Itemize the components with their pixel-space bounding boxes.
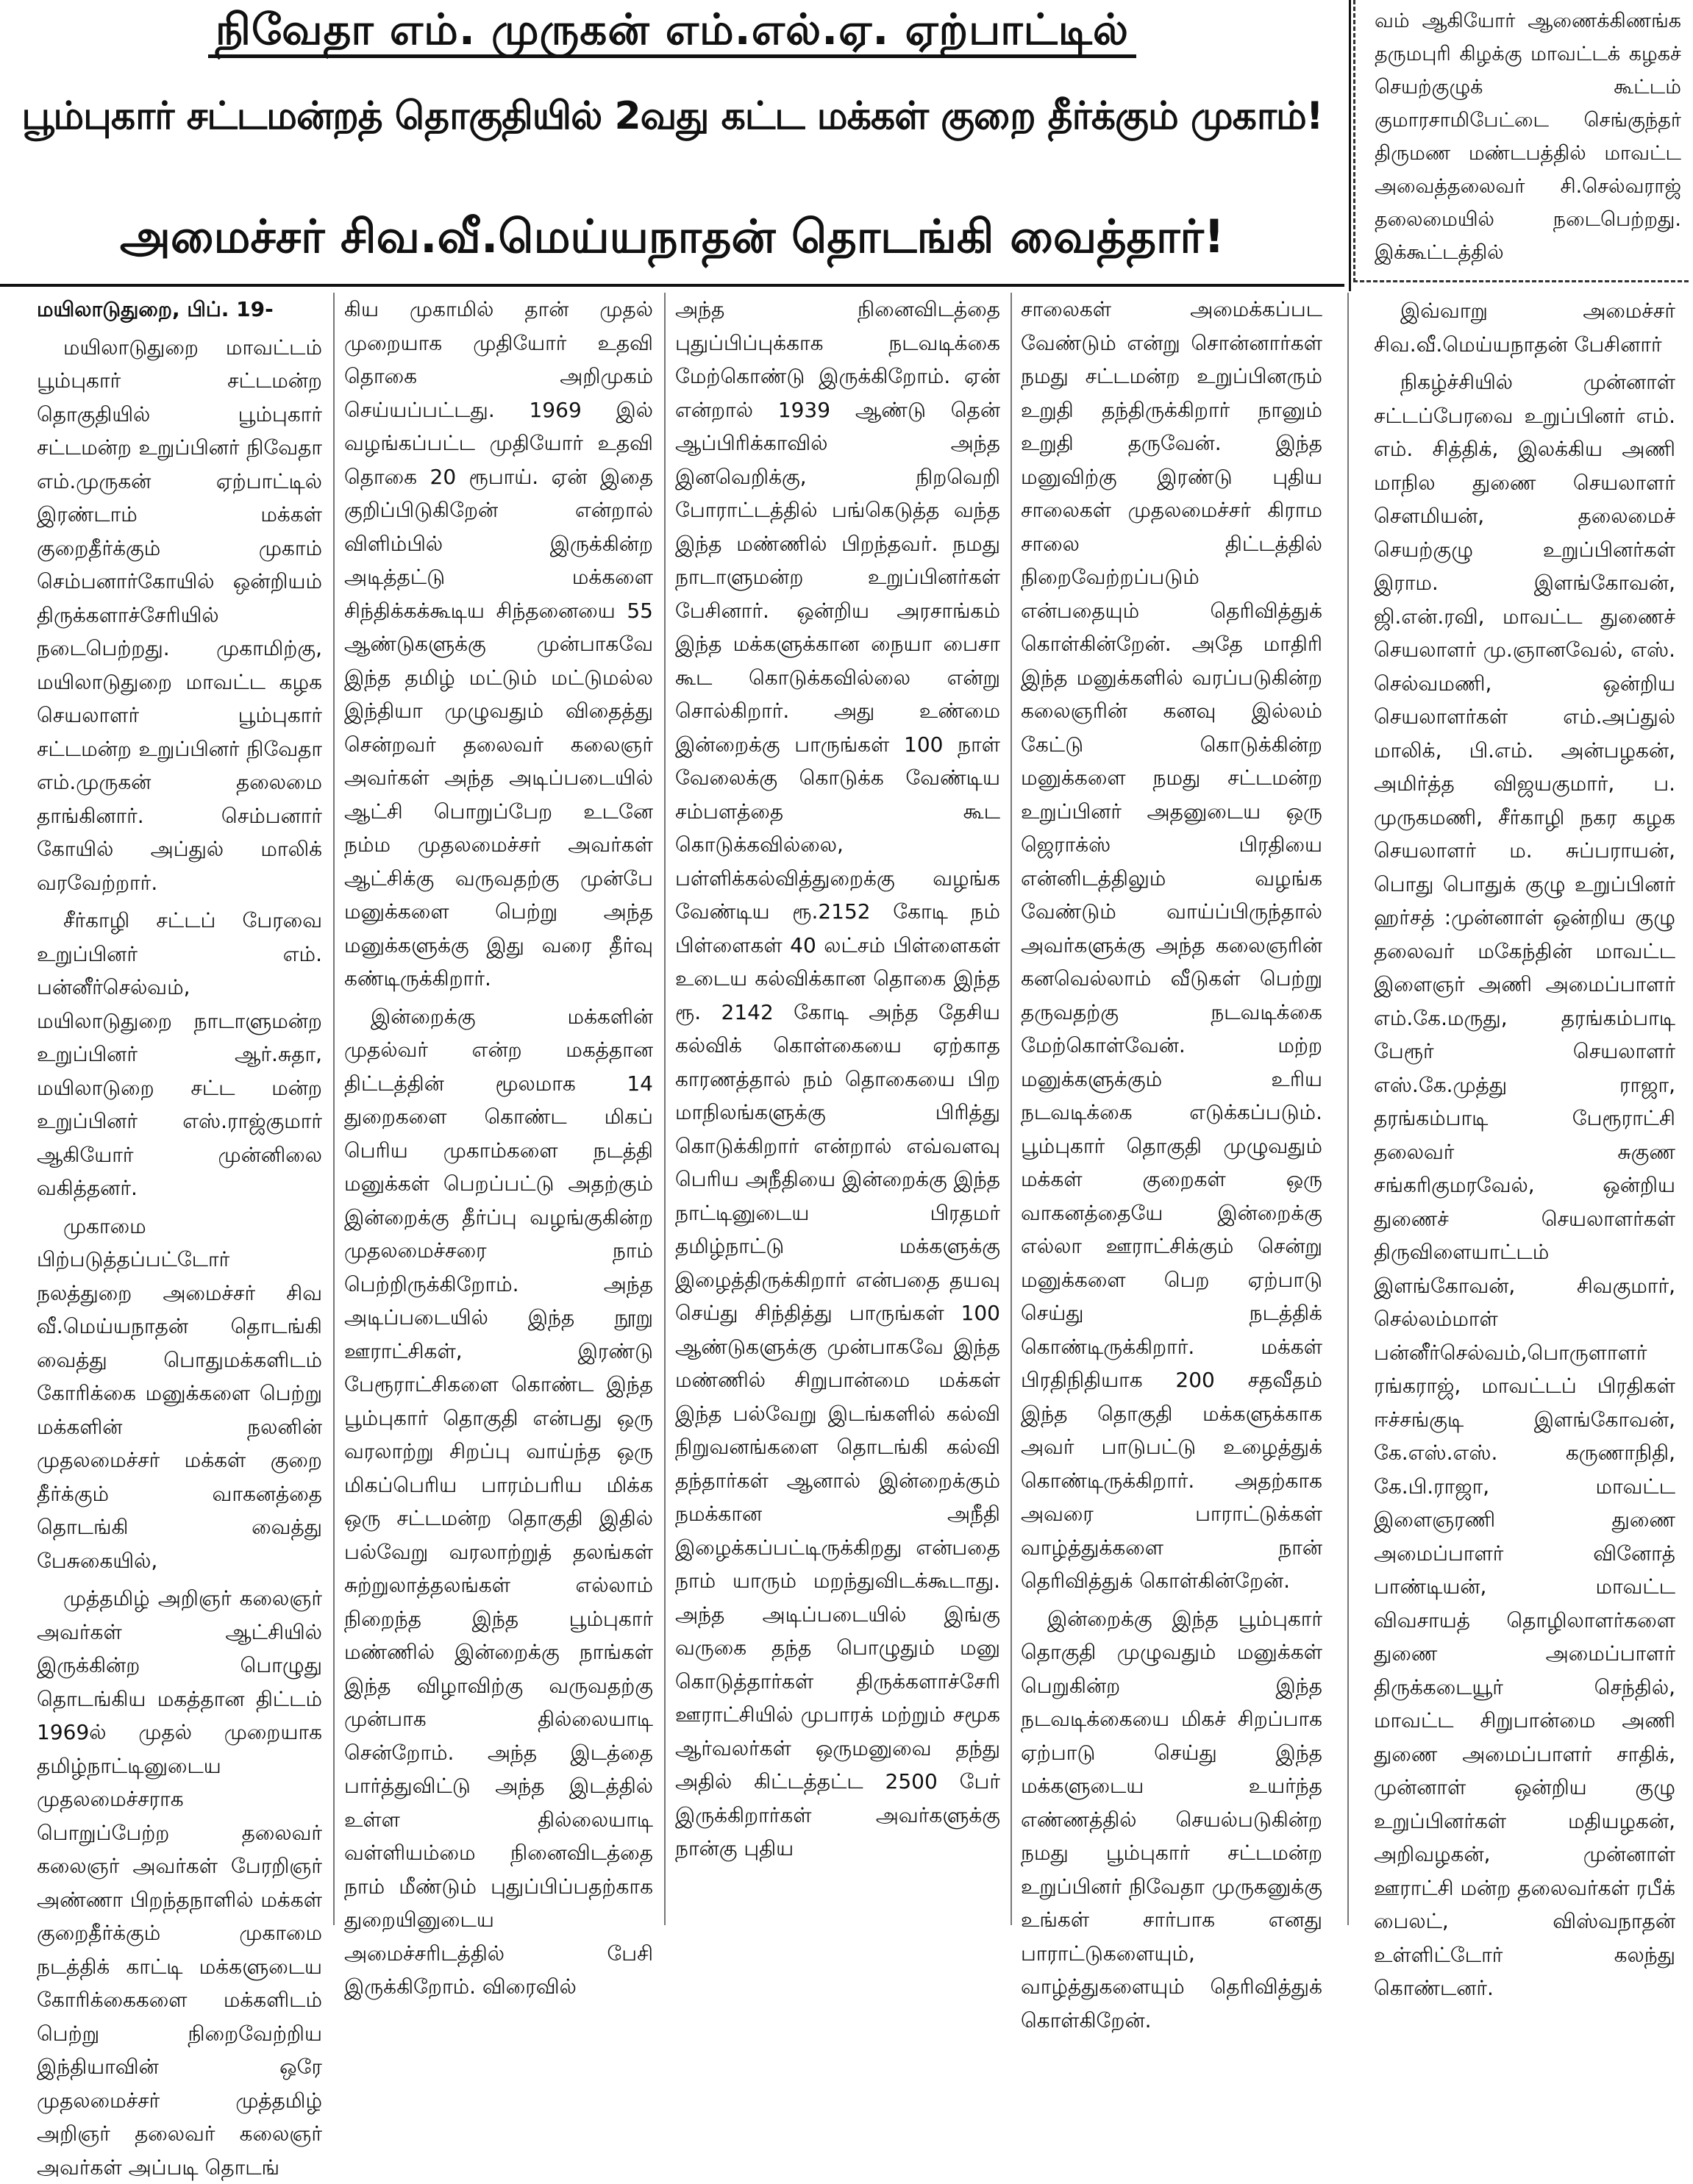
dateline: மயிலாடுதுறை, பிப். 19- <box>37 297 274 321</box>
paragraph: முகாமை பிற்படுத்தப்பட்டோர் நலத்துறை அமைச்சர் சிவ வீ.மெய்யநாதன் தொடங்கி வைத்து பொதுமக்களிடம் கோரிக்கை மனுக்களை பெற்று மக்களின் நலனின் முதலமைச்சர் மக்கள் குறை தீர்க்கும் வாகனத்தை தொடங்கி வைத்து பேசுகையில், <box>37 1213 322 1573</box>
paragraph: கிய முகாமில் தான் முதல் முறையாக முதியோர் உதவி தொகை அறிமுகம் செய்யப்பட்டது. 1969 இல் வழங்கப்பட்ட முதியோர் உதவி தொகை 20 ரூபாய். ஏன் இதை குறிப்பிடுகிறேன் என்றால் விளிம்பில் இருக்கின்ற அடித்தட்டு மக்களை சிந்திக்கக்கூடிய சிந்தனையை 55 ஆண்டுகளுக்கு முன்பாகவே இந்த தமிழ் மட்டும் மட்டுமல்ல இந்தியா முழுவதும் விதைத்து சென்றவர் தலைவர் கலைஞர் அவர்கள் அந்த அடிப்படையில் ஆட்சி பொறுப்பேற உடனே நம்ம முதலமைச்சர் அவர்கள் ஆட்சிக்கு வருவதற்கு முன்பே மனுக்களை பெற்று அந்த மனுக்களுக்கு இது வரை தீர்வு கண்டிருக்கிறார். <box>344 297 653 991</box>
article-column-5 <box>1374 294 1675 2000</box>
article-column-4 <box>1021 293 1322 2033</box>
paragraph: நிகழ்ச்சியில் முன்னாள் சட்டப்பேரவை உறுப்பினர் எம். எம். சித்திக், இலக்கிய அணி மாநில துணை செயலாளர் சௌமியன், தலைமைச் செயற்குழு உறுப்பினர்கள் இராம. இளங்கோவன், ஜி.என்.ரவி, மாவட்ட துணைச் செயலாளர் மு.ஞானவேல், எஸ். செல்வமணி, ஒன்றிய செயலாளர்கள் எம்.அப்துல் மாலிக், பி.எம். அன்பழகன், அமிர்த்த விஜயகுமார், ப. முருகமணி, சீர்காழி நகர கழக செயலாளர் ம. சுப்பராயன், பொது பொதுக் குழு உறுப்பினர் ஹர்சத் :முன்னாள் ஒன்றிய குழு தலைவர் மகேந்தின் மாவட்ட இளைஞர் அணி அமைப்பாளர் எம்.கே.மருது, தரங்கம்பாடி பேரூர் செயலாளர் எஸ்.கே.முத்து ராஜா, தரங்கம்பாடி பேரூராட்சி தலைவர் சுகுண சங்கரிகுமரவேல், ஒன்றிய துணைச் செயலாளர்கள் திருவிளையாட்டம் இளங்கோவன், சிவகுமார், செல்லம்மாள் பன்னீர்செல்வம்,பொருளாளர் ரங்கராஜ், மாவட்டப் பிரதிகள் ஈச்சங்குடி இளங்கோவன், கே.எஸ்.எஸ். கருணாநிதி, கே.பி.ராஜா, மாவட்ட இளைஞரணி துணை அமைப்பாளர் வினோத் பாண்டியன், மாவட்ட விவசாயத் தொழிலாளர்களை துணை அமைப்பாளர் திருக்கடையூர் செந்தில், மாவட்ட சிறுபான்மை அணி துணை அமைப்பாளர் சாதிக், முன்னாள் ஒன்றிய குழு உறுப்பினர்கள் மதியழகன், அறிவழகன், முன்னாள் ஊராட்சி மன்ற தலைவர்கள் ரபீக் பைலட், விஸ்வநாதன் உள்ளிட்டோர் கலந்து கொண்டனர். <box>1374 370 1675 2000</box>
paragraph: சீர்காழி சட்டப் பேரவை உறுப்பினர் எம். பன்னீர்செல்வம், மயிலாடுதுறை நாடாளுமன்ற உறுப்பினர் ஆர்.சுதா, மயிலாடுறை சட்ட மன்ற உறுப்பினர் எஸ்.ராஜ்குமார் ஆகியோர் முன்னிலை வகித்தனர். <box>37 908 322 1200</box>
adjacent-article-box <box>1353 0 1689 282</box>
headline-divider <box>0 284 1344 287</box>
headline-vertical-divider <box>1344 0 1351 291</box>
headline-kicker: நிவேதா எம். முருகன் எம்.எல்.ஏ. ஏற்பாட்டில் <box>0 4 1344 60</box>
headline-sub: அமைச்சர் சிவ.வீ.மெய்யநாதன் தொடங்கி வைத்தார்! <box>119 210 1225 263</box>
paragraph: அந்த நினைவிடத்தை புதுப்பிப்புக்காக நடவடிக்கை மேற்கொண்டு இருக்கிறோம். ஏன் என்றால் 1939 ஆண்டு தென் ஆப்பிரிக்காவில் அந்த இனவெறிக்கு, நிறவெறி போராட்டத்தில் பங்கெடுத்த வந்த இந்த மண்ணில் பிறந்தவர். நமது நாடாளுமன்ற உறுப்பினர்கள் பேசினார். ஒன்றிய அரசாங்கம் இந்த மக்களுக்கான நையா பைசா கூட கொடுக்கவில்லை என்று சொல்கிறார். அது உண்மை இன்றைக்கு பாருங்கள் 100 நாள் வேலைக்கு கொடுக்க வேண்டிய சம்பளத்தை கூட கொடுக்கவில்லை, பள்ளிக்கல்வித்துறைக்கு வழங்க வேண்டிய ரூ.2152 கோடி நம் பிள்ளைகள் 40 லட்சம் பிள்ளைகள் உடைய கல்விக்கான தொகை இந்த ரூ. 2142 கோடி அந்த தேசிய கல்விக் கொள்கையை ஏற்காத காரணத்தால் நம் தொகையை பிற மாநிலங்களுக்கு பிரித்து கொடுக்கிறார் என்றால் எவ்வளவு பெரிய அநீதியை இன்றைக்கு இந்த நாட்டினுடைய பிரதமர் தமிழ்நாட்டு மக்களுக்கு இழைத்திருக்கிறார் என்பதை தயவு செய்து சிந்தித்து பாருங்கள் 100 ஆண்டுகளுக்கு முன்பாகவே இந்த மண்ணில் சிறுபான்மை மக்கள் இந்த பல்வேறு இடங்களில் கல்வி நிறுவனங்களை தொடங்கி கல்வி தந்தார்கள் ஆனால் இன்றைக்கும் நமக்கான அநீதி இழைக்கப்பட்டிருக்கிறது என்பதை நாம் யாரும் மறந்துவிடக்கூடாது. அந்த அடிப்படையில் இங்கு வருகை தந்த பொழுதும் மனு கொடுத்தார்கள் திருக்களாச்சேரி ஊராட்சியில் முபாரக் மற்றும் சமூக ஆர்வலர்கள் ஒருமனுவை தந்து அதில் கிட்டத்தட்ட 2500 பேர் இருக்கிறார்கள் அவர்களுக்கு நான்கு புதிய <box>675 297 1000 1860</box>
paragraph: மயிலாடுதுறை மாவட்டம் பூம்புகார் சட்டமன்ற தொகுதியில் பூம்புகார் சட்டமன்ற உறுப்பினர் நிவேதா எம்.முருகன் ஏற்பாட்டில் இரண்டாம் மக்கள் குறைதீர்க்கும் முகாம் செம்பனார்கோயில் ஒன்றியம் திருக்களாச்சேரியில் நடைபெற்றது. முகாமிற்கு, மயிலாடுதுறை மாவட்ட கழக செயலாளர் பூம்புகார் சட்டமன்ற உறுப்பினர் நிவேதா எம்.முருகன் தலைமை தாங்கினார். செம்பனார் கோயில் அப்துல் மாலிக் வரவேற்றார். <box>37 335 322 895</box>
column-divider <box>333 293 335 1925</box>
column-divider <box>1347 293 1349 1925</box>
headline-main: பூம்புகார் சட்டமன்றத் தொகுதியில் 2வது கட்ட மக்கள் குறை தீர்க்கும் முகாம்! <box>21 94 1323 138</box>
paragraph: சாலைகள் அமைக்கப்பட வேண்டும் என்று சொன்னார்கள் நமது சட்டமன்ற உறுப்பினரும் உறுதி தந்திருக்கிறார் நானும் உறுதி தருவேன். இந்த மனுவிற்கு இரண்டு புதிய சாலைகள் முதலமைச்சர் கிராம சாலை திட்டத்தில் நிறைவேற்றப்படும் என்பதையும் தெரிவித்துக் கொள்கின்றேன். அதே மாதிரி இந்த மனுக்களில் வரப்படுகின்ற கலைஞரின் கனவு இல்லம் கேட்டு கொடுக்கின்ற மனுக்களை நமது சட்டமன்ற உறுப்பினர் அதனுடைய ஒரு ஜெராக்ஸ் பிரதியை என்னிடத்திலும் வழங்க வேண்டும் வாய்ப்பிருந்தால் அவர்களுக்கு அந்த கலைஞரின் கனவெல்லாம் வீடுகள் பெற்று தருவதற்கு நடவடிக்கை மேற்கொள்வேன். மற்ற மனுக்களுக்கும் உரிய நடவடிக்கை எடுக்கப்படும். பூம்புகார் தொகுதி முழுவதும் மக்கள் குறைகள் ஒரு வாகனத்தையே இன்றைக்கு எல்லா ஊராட்சிக்கும் சென்று மனுக்களை பெற ஏற்பாடு செய்து நடத்திக் கொண்டிருக்கிறார். மக்கள் பிரதிநிதியாக 200 சதவீதம் இந்த தொகுதி மக்களுக்காக அவர் பாடுபட்டு உழைத்துக் கொண்டிருக்கிறார். அதற்காக அவரை பாராட்டுக்கள் வாழ்த்துக்களை நான் தெரிவித்துக் கொள்கின்றேன். <box>1021 297 1322 1593</box>
article-column-3 <box>675 293 1000 1925</box>
column-divider <box>664 293 666 1925</box>
paragraph: இன்றைக்கு இந்த பூம்புகார் தொகுதி முழுவதும் மனுக்கள் பெறுகின்ற இந்த நடவடிக்கையை மிகச் சிறப்பாக ஏற்பாடு செய்து இந்த மக்களுடைய உயர்ந்த எண்ணத்தில் செயல்படுகின்ற நமது பூம்புகார் சட்டமன்ற உறுப்பினர் நிவேதா முருகனுக்கு உங்கள் சார்பாக எனது பாராட்டுகளையும், வாழ்த்துகளையும் தெரிவித்துக் கொள்கிறேன். <box>1021 1606 1322 2033</box>
headline-block <box>0 0 1344 291</box>
adjacent-article-text: வம் ஆகியோர் ஆணைக்கிணங்க தருமபுரி கிழக்கு மாவட்டக் கழகச் செயற்குழுக் கூட்டம் குமாரசாமிபேட்டை செங்குந்தர் திருமண மண்டபத்தில் மாவட்ட அவைத்தலைவர் சி.செல்வராஜ் தலைமையில் நடைபெற்றது. இக்கூட்டத்தில் <box>1375 10 1681 264</box>
paragraph: இவ்வாறு அமைச்சர் சிவ.வீ.மெய்யநாதன் பேசினார் <box>1374 299 1675 357</box>
paragraph: இன்றைக்கு மக்களின் முதல்வர் என்ற மகத்தான திட்டத்தின் மூலமாக 14 துறைகளை கொண்ட மிகப் பெரிய முகாம்களை நடத்தி மனுக்கள் பெறப்பட்டு அதற்கும் இன்றைக்கு தீர்ப்பு வழங்குகின்ற முதலமைச்சரை நாம் பெற்றிருக்கிறோம். அந்த அடிப்படையில் இந்த நூறு ஊராட்சிகள், இரண்டு பேரூராட்சிகளை கொண்ட இந்த பூம்புகார் தொகுதி என்பது ஒரு வரலாற்று சிறப்பு வாய்ந்த ஒரு மிகப்பெரிய பாரம்பரிய மிக்க ஒரு சட்டமன்ற தொகுதி இதில் பல்வேறு வரலாற்றுத் தலங்கள் சுற்றுலாத்தலங்கள் எல்லாம் நிறைந்த இந்த பூம்புகார் மண்ணில் இன்றைக்கு நாங்கள் இந்த விழாவிற்கு வருவதற்கு முன்பாக தில்லையாடி சென்றோம். அந்த இடத்தை பார்த்துவிட்டு அந்த இடத்தில் உள்ள தில்லையாடி வள்ளியம்மை நினைவிடத்தை நாம் மீண்டும் புதுப்பிப்பதற்காக துறையினுடைய அமைச்சரிடத்தில் பேசி இருக்கிறோம். விரைவில் <box>344 1004 653 1999</box>
column-divider <box>1011 293 1012 1925</box>
article-column-1 <box>37 293 322 2180</box>
paragraph: முத்தமிழ் அறிஞர் கலைஞர் அவர்கள் ஆட்சியில் இருக்கின்ற பொழுது தொடங்கிய மகத்தான திட்டம் 1969ல் முதல் முறையாக தமிழ்நாட்டினுடைய முதலமைச்சராக பொறுப்பேற்ற தலைவர் கலைஞர் அவர்கள் பேரறிஞர் அண்ணா பிறந்தநாளில் மக்கள் குறைதீர்க்கும் முகாமை நடத்திக் காட்டி மக்களுடைய கோரிக்கைகளை மக்களிடம் பெற்று நிறைவேற்றிய இந்தியாவின் ஒரே முதலமைச்சர் முத்தமிழ் அறிஞர் தலைவர் கலைஞர் அவர்கள் அப்படி தொடங் <box>37 1586 322 2180</box>
article-column-2 <box>344 293 653 1999</box>
